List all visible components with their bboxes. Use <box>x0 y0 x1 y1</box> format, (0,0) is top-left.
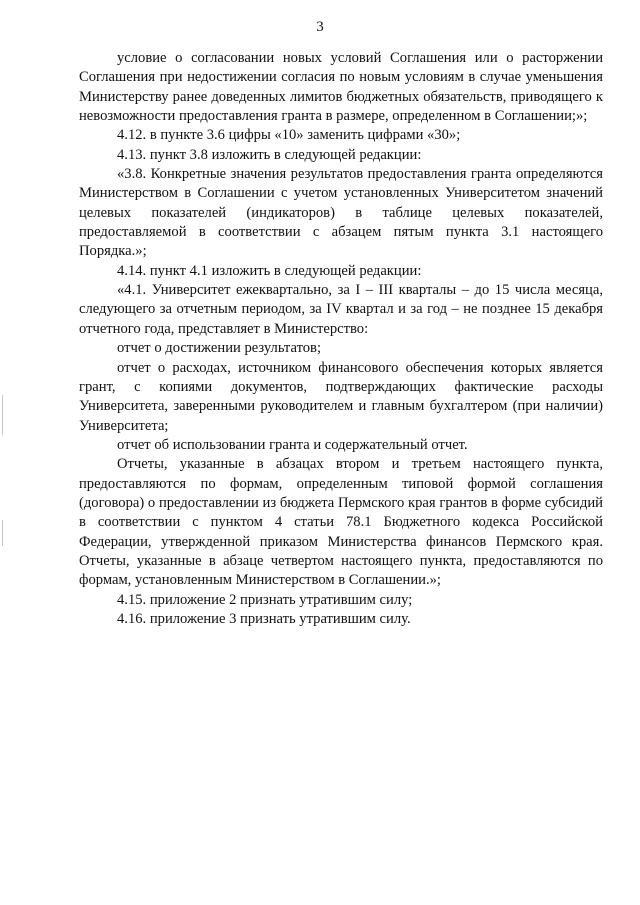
scan-edge-mark <box>2 520 3 546</box>
page-number: 3 <box>316 19 324 35</box>
paragraph: 4.15. приложение 2 признать утратившим силу; <box>117 591 413 608</box>
scan-edge-mark <box>2 395 3 435</box>
document-body <box>79 49 603 629</box>
paragraph: отчет об использовании гранта и содержательный отчет. <box>117 436 468 453</box>
paragraph: отчет о достижении результатов; <box>117 340 321 357</box>
paragraph: 4.12. в пункте 3.6 цифры «10» заменить цифрами «30»; <box>117 127 461 144</box>
paragraph: Отчеты, указанные в абзацах втором и третьем настоящего пункта, предоставляются по формам, определенным типовой формой соглашения (договора) о предоставлении из бюджета Пермского края грантов в форме субсидий в соответствии с пунктом 4 статьи 78.1 Бюджетного кодекса Российской Федерации, утвержденной приказом Министерства финансов Пермского края. Отчеты, указанные в абзаце четвертом настоящего пункта, предоставляются по формам, установленным Министерством в Соглашении.»; <box>79 456 603 589</box>
paragraph: 4.13. пункт 3.8 изложить в следующей редакции: <box>117 146 422 163</box>
paragraph: 4.14. пункт 4.1 изложить в следующей редакции: <box>117 262 422 279</box>
paragraph: «4.1. Университет ежеквартально, за I – III кварталы – до 15 числа месяца, следующего за отчетным периодом, за IV квартал и за год – не позднее 15 декабря отчетного года, представляет в Министерство: <box>79 282 603 337</box>
paragraph: «3.8. Конкретные значения результатов предоставления гранта определяются Министерством в Соглашении с учетом установленных Университетом значений целевых показателей (индикаторов) в таблице целевых показателей, предоставляемой в соответствии с абзацем пятым пункта 3.1 настоящего Порядка.»; <box>79 166 603 260</box>
paragraph: условие о согласовании новых условий Соглашения или о расторжении Соглашения при недостижении согласия по новым условиям в случае уменьшения Министерству ранее доведенных лимитов бюджетных обязательств, приводящего к невозможности предоставления гранта в размере, определенном в Соглашении;»; <box>79 50 603 125</box>
paragraph: 4.16. приложение 3 признать утратившим силу. <box>117 610 411 627</box>
paragraph: отчет о расходах, источником финансового обеспечения которых является грант, с копиями документов, подтверждающих фактические расходы Университета, заверенными руководителем и главным бухгалтером (при наличии) Университета; <box>79 359 603 434</box>
